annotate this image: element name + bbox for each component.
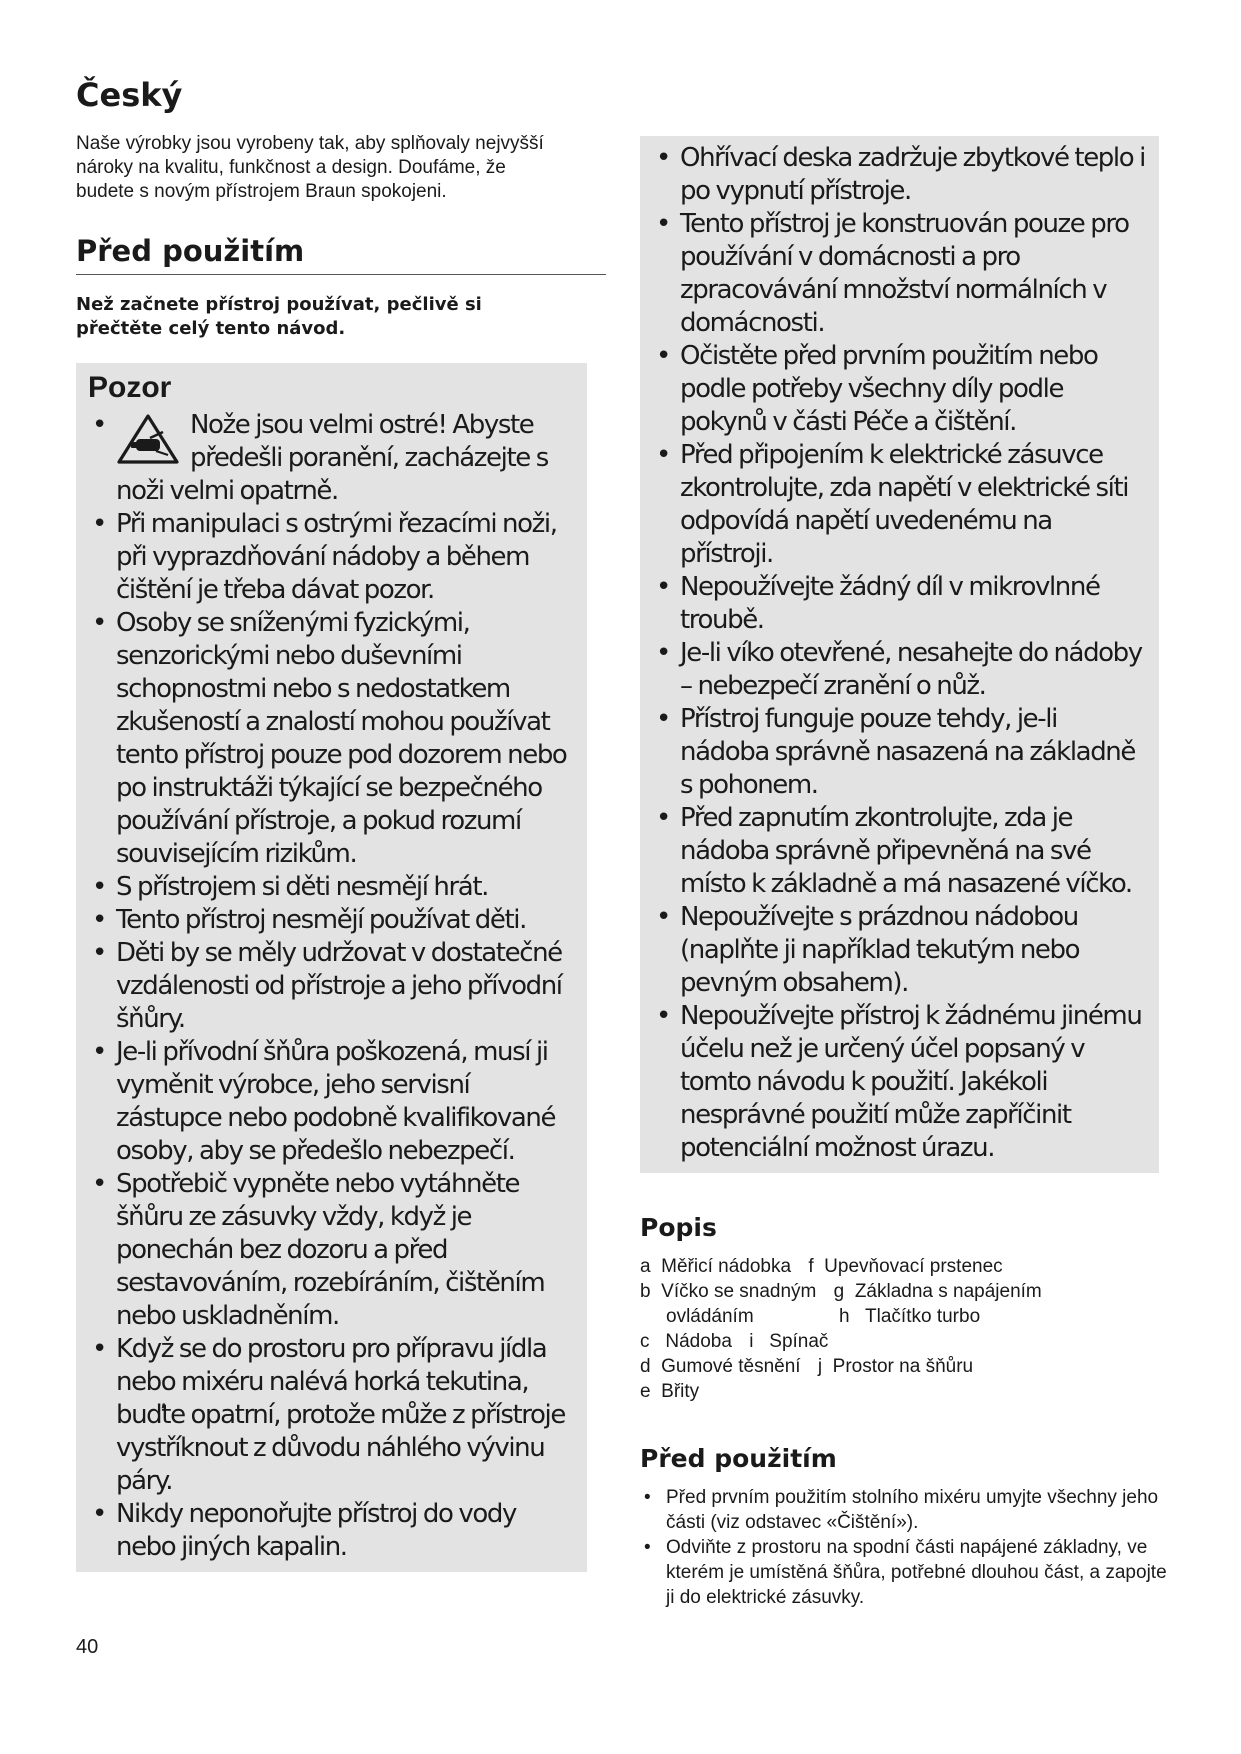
list-item: • Odviňte z prostoru na spodní části napájené základny, ve kterém je umístěná šňůra, potřebné dlouhou část, a zapojte ji do elektrické zásuvky. xyxy=(640,1535,1170,1610)
part-name: Gumové těsnění xyxy=(661,1356,801,1377)
warning-item: • Přístroj funguje pouze tehdy, je-li nádoba správně nasazená na základně s pohonem. xyxy=(652,703,1147,802)
hand-cut-warning-icon xyxy=(116,413,180,465)
warning-item: • Nikdy neponořujte přístroj do vody nebo jiných kapalin. xyxy=(88,1498,575,1564)
part-letter: h xyxy=(838,1306,850,1327)
warning-item-text: Nože jsou velmi ostré! Abyste předešli poranění, zacházejte s noži velmi opatrně. xyxy=(116,410,548,507)
warning-box-continued xyxy=(640,136,1159,1173)
warning-list-continued xyxy=(652,142,1147,1165)
warning-item: • Před zapnutím zkontrolujte, zda je nádoba správně připevněná na své místo k základně a má nasazené víčko. xyxy=(652,802,1147,901)
warning-item: • Spotřebič vypněte nebo vytáhněte šňůru ze zásuvky vždy, když je ponechán bez dozoru a před sestavováním, rozebíráním, čištěním nebo uskladněním. xyxy=(88,1168,575,1333)
list-item: • Před prvním použitím stolního mixéru umyjte všechny jeho části (viz odstavec «Čištění»). xyxy=(640,1485,1170,1535)
right-column xyxy=(640,136,1170,1610)
warning-item: • Osoby se sníženými fyzickými, senzorickými nebo duševními schopnostmi nebo s nedostatkem zkušeností a znalostí mohou používat tento přístroj pouze pod dozorem nebo po instruktáži týkající se bezpečného používání přístroje, a pokud rozumí souvisejícím rizikům. xyxy=(88,607,575,871)
before-use-list xyxy=(640,1485,1170,1610)
warning-title: Pozor xyxy=(88,371,172,405)
warning-item: • Tento přístroj je konstruován pouze pro používání v domácnosti a pro zpracovávání množství normálních v domácnosti. xyxy=(652,208,1147,340)
left-column xyxy=(76,76,606,1572)
language-title: Český xyxy=(76,76,183,114)
parts-row xyxy=(640,1329,1170,1354)
part-name: Nádoba xyxy=(665,1331,732,1352)
warning-item: • Je-li přívodní šňůra poškozená, musí ji vyměnit výrobce, jeho servisní zástupce nebo podobně kvalifikované osoby, aby se předešlo nebezpečí. xyxy=(88,1036,575,1168)
part-letter: b xyxy=(640,1281,651,1302)
warning-item: • Před připojením k elektrické zásuvce zkontrolujte, zda napětí v elektrické síti odpovídá napětí uvedenému na přístroji. xyxy=(652,439,1147,571)
part-name: ovládáním xyxy=(666,1306,754,1327)
warning-list xyxy=(88,409,575,1564)
part-letter: i xyxy=(749,1331,754,1352)
warning-item: • S přístrojem si děti nesmějí hrát. xyxy=(88,871,575,904)
parts-row xyxy=(640,1254,1170,1279)
part-name: Základna s napájením xyxy=(854,1281,1042,1302)
parts-row xyxy=(640,1379,1170,1404)
warning-item: • Očistěte před prvním použitím nebo podle potřeby všechny díly podle pokynů v části Péče a čištění. xyxy=(652,340,1147,439)
warning-item: • Nepoužívejte přístroj k žádnému jinému účelu než je určený účel popsaný v tomto návodu k použití. Jakékoli nesprávné použití může zapříčinit potenciální možnost úrazu. xyxy=(652,1000,1147,1165)
warning-item: • Je-li víko otevřené, nesahejte do nádoby – nebezpečí zranění o nůž. xyxy=(652,637,1147,703)
part-name: Břity xyxy=(661,1381,700,1402)
part-letter: d xyxy=(640,1356,651,1377)
warning-box xyxy=(76,363,587,1572)
part-letter: j xyxy=(817,1356,823,1377)
intro-paragraph: Naše výrobky jsou vyrobeny tak, aby splňovaly nejvyšší nároky na kvalitu, funkčnost a design. Doufáme, že budete s novým přístrojem Braun spokojeni. xyxy=(76,133,544,203)
part-letter: c xyxy=(640,1331,650,1352)
part-name: Tlačítko turbo xyxy=(865,1306,981,1327)
part-letter: g xyxy=(833,1281,845,1302)
warning-item: • Při manipulaci s ostrými řezacími noži, při vyprazdňování nádoby a během čištění je třeba dávat pozor. xyxy=(88,508,575,607)
part-name: Víčko se snadným xyxy=(661,1281,817,1302)
parts-row xyxy=(640,1279,1170,1304)
part-name: Měřicí nádobka xyxy=(661,1256,792,1277)
part-letter: a xyxy=(640,1256,651,1277)
before-use-subtitle: Před použitím xyxy=(640,1444,837,1473)
parts-row xyxy=(640,1304,1170,1329)
before-use-title: Před použitím xyxy=(76,234,606,275)
part-name: Prostor na šňůru xyxy=(832,1356,974,1377)
warning-item xyxy=(88,409,575,508)
warning-item: • Děti by se měly udržovat v dostatečné vzdálenosti od přístroje a jeho přívodní šňůry. xyxy=(88,937,575,1036)
warning-item: • Když se do prostoru pro přípravu jídla nebo mixéru nalévá horká tekutina, buďte opatrní, protože může z přístroje vystříknout z důvodu náhlého vývinu páry. xyxy=(88,1333,575,1498)
description-title: Popis xyxy=(640,1213,717,1242)
parts-list xyxy=(640,1254,1170,1404)
before-use-lead: Než začnete přístroj používat, pečlivě si přečtěte celý tento návod. xyxy=(76,294,482,340)
warning-item: • Nepoužívejte s prázdnou nádobou (naplňte ji například tekutým nebo pevným obsahem). xyxy=(652,901,1147,1000)
part-name: Spínač xyxy=(769,1331,829,1352)
parts-row xyxy=(640,1354,1170,1379)
page-number: 40 xyxy=(76,1636,99,1658)
warning-item: • Nepoužívejte žádný díl v mikrovlnné troubě. xyxy=(652,571,1147,637)
warning-item: • Tento přístroj nesmějí používat děti. xyxy=(88,904,575,937)
part-letter: e xyxy=(640,1381,651,1402)
part-name: Upevňovací prstenec xyxy=(824,1256,1003,1277)
part-letter: f xyxy=(808,1256,814,1277)
warning-item: • Ohřívací deska zadržuje zbytkové teplo i po vypnutí přístroje. xyxy=(652,142,1147,208)
